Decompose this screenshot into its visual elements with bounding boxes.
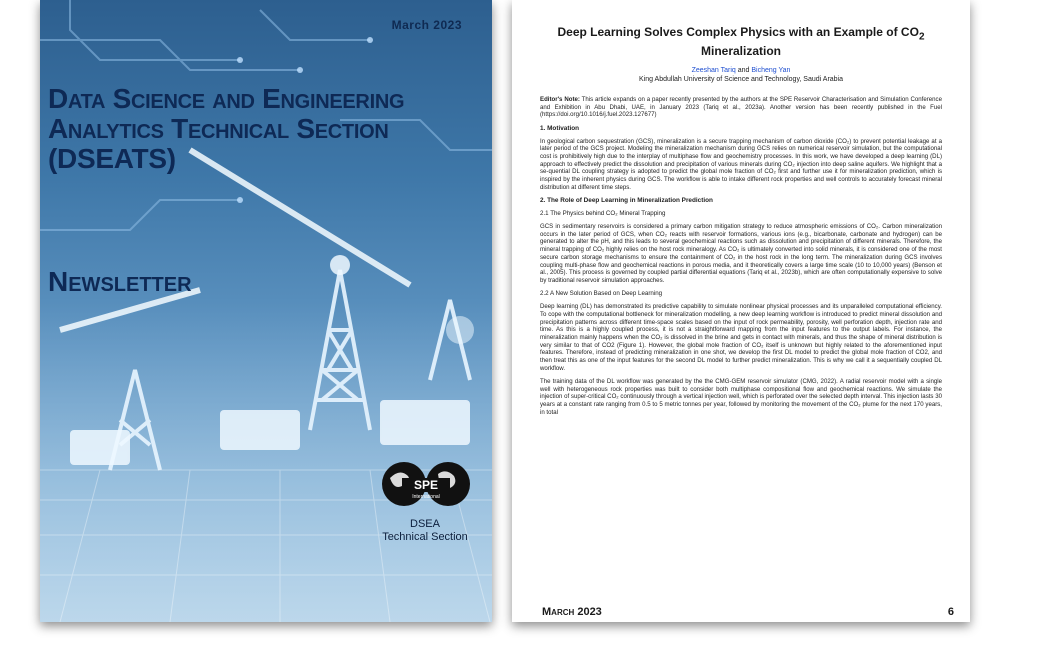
spe-logo-text: SPE xyxy=(413,478,439,492)
spe-logo-subtext: International xyxy=(412,494,440,500)
cover-newsletter-heading: Newsletter xyxy=(48,266,192,297)
editor-note xyxy=(540,96,942,119)
footer-date: March 2023 xyxy=(542,606,602,618)
author-and: and xyxy=(735,67,752,74)
subsection-heading-physics: 2.1 The Physics behind CO₂ Mineral Trapping xyxy=(540,210,666,218)
cover-title: Data Science and Engineering Analytics Technical Section (DSEATS) xyxy=(48,83,405,174)
editor-note-text: This article expands on a paper recently presented by the authors at the SPE Reservoir Characterisation and Simulation Conference and Exhibition in Abu Dhabi, UAE, in January 2023 (Tariq et al., 2023a). Another version has been recently published in the Fuel (https://doi.org/10.1016/j.fuel.2023.127677) xyxy=(540,96,942,119)
cover-section-line2: Technical Section xyxy=(382,531,468,543)
cover-section-label xyxy=(370,518,480,544)
paragraph-physics: GCS in sedimentary reservoirs is considered a primary carbon mitigation strategy to reduce atmospheric emissions of CO₂. Carbon mineralization occurs in the later period of GCS, when CO₂ reacts with reservoir formations, various ions (e.g., bicarbonate, carbonate and hydrogen) can be generated to alter the pH, and this leads to several geochemical reactions such as dissolution and precipitation of different minerals. Therefore, the mineral trapping of CO₂ highly relies on the host rock mineralogy. As CO₂ is ultimately converted into solid minerals, it is considered one of the most secure carbon storage mechanisms to ensure the containment of CO₂ in the host rock in the long term. The mineralization during GCS involves coupling multi-phase flow and geochemical reactions in porous media, and it theoretically covers a large time scale (10 to 10,000 years) (Benson et al., 2005). This process is governed by coupled partial differential equations (Tariq et al., 2023b), which are often computationally expensive to solve by traditional reservoir simulation approaches. xyxy=(540,223,942,284)
article-title-main: Deep Learning Solves Complex Physics with an Example of CO xyxy=(557,25,919,39)
section-heading-role: 2. The Role of Deep Learning in Mineralization Prediction xyxy=(540,197,713,205)
cover-date: March 2023 xyxy=(391,18,462,32)
page-number: 6 xyxy=(947,606,954,618)
subsection-heading-solution: 2.2 A New Solution Based on Deep Learning xyxy=(540,290,663,298)
author-affiliation: King Abdullah University of Science and Technology, Saudi Arabia xyxy=(638,76,844,83)
article-authors xyxy=(542,66,940,84)
author-link-1[interactable]: Zeeshan Tariq xyxy=(691,67,736,74)
section-heading-motivation: 1. Motivation xyxy=(540,124,580,132)
article-page xyxy=(512,0,970,622)
paragraph-training-data: The training data of the DL workflow was generated by the the CMG-GEM reservoir simulator (CMG, 2022). A radial reservoir model with a single well with heterogeneous rock properties was built to consider both multiphase compositional flow and geochemical reactions. We simulate the injection of super-critical CO₂ continuously through a vertical injection well, which is perforated over the selected depth interval. This injection lasts 30 years at a constant rate ranging from 0.5 to 5 metric tonnes per year, followed by monitoring the movement of the CO₂ plume for the next 170 years, in total xyxy=(540,377,942,416)
spe-logo xyxy=(380,456,472,520)
cover-section-line1: DSEA xyxy=(410,518,440,530)
paragraph-solution: Deep learning (DL) has demonstrated its predictive capability to simulate nonlinear physical processes and its unparalleled computational efficiency. To cope with the computational bottleneck for mineralization modelling, a new deep learning workflow is introduced to predict mineral dissolution and precipitation patterns across different time-space scales based on the input of rock permeability, porosity, well perforation depth, injection rate and time. As this is a highly coupled process, it is not a straightforward mapping from the input features to the output labels. For instance, the mineralization mainly happens when the CO₂ is dissolved in the brine and gets in contact with minerals, and thus the shape of mineral distribution is very similar to that of CO2 (Figure 1). However, the global mole fraction of CO₂ itself is unknown but highly related to the aforementioned input features. Therefore, instead of predicting mineralization in one shot, we develop the first DL model to predict the global mole fraction of CO2, and then treat this as one of the input features for the second DL model to further predict mineralization. This is why we call it a sequentially coupled DL workflow. xyxy=(540,303,942,372)
editor-note-label: Editor's Note: xyxy=(540,96,580,103)
paragraph-motivation: In geological carbon sequestration (GCS), mineralization is a secure trapping mechanism of carbon dioxide (CO₂) to prevent potential leakage at a later period of the GCS project. Modeling the mineralization mechanism during GCS relies on numerical reservoir simulation, but the computational cost is prohibitively high due to the interplay of multiphase flow and geochemistry processes. In this work, we have developed a deep learning (DL) approach to effectively predict the dissolution and precipitation of various minerals during CO₂ injection into deep saline aquifers. We highlight that a se-quential DL coupling strategy is adopted to predict the global mole fraction of CO₂ first and further use it for mineralization prediction, which is inspired by the inherent physics during GCS. The workflow is able to intake different rock properties and well controls to accurately forecast mineral distribution at different time steps. xyxy=(540,137,942,191)
article-title-subscript: 2 xyxy=(918,31,925,43)
article-title-end: Mineralization xyxy=(700,44,781,59)
newsletter-cover xyxy=(40,0,492,622)
article-body xyxy=(540,96,942,422)
article-title xyxy=(542,25,940,59)
author-link-2[interactable]: Bicheng Yan xyxy=(751,67,791,74)
